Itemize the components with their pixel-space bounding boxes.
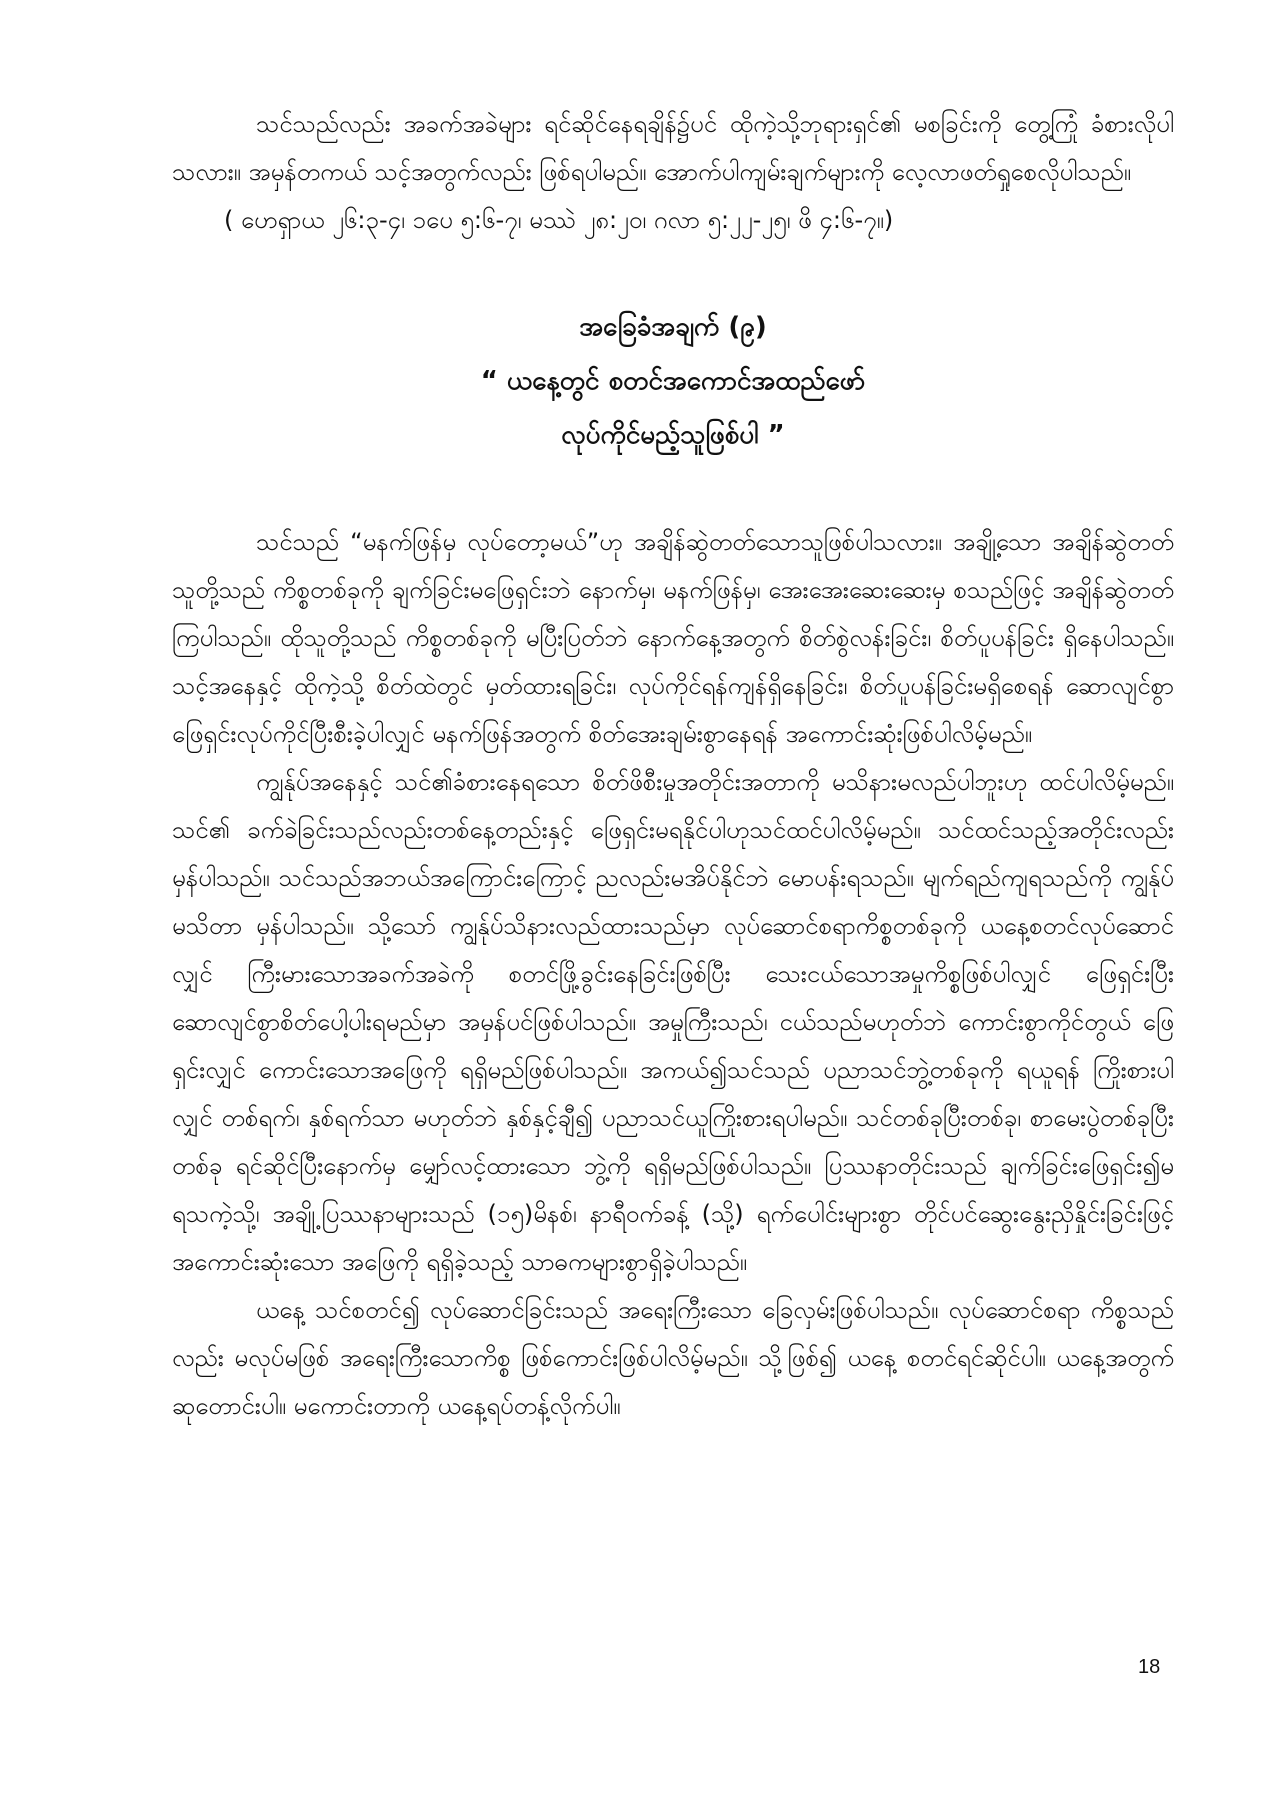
body-paragraph-2: ကျွန်ုပ်အနေနှင့် သင်၏ခံစားနေရသော စိတ်ဖိစီးမှုအတိုင်းအတာကို မသိနားမလည်ပါဘူးဟု ထင်ပါလိမ့်မည်။ သင်၏ ခက်ခဲခြင်းသည်လည်းတစ်နေ့တည်းနှင့် ဖြေရှင်းမရနိုင်ပါဟုသင်ထင်ပါလိမ့်မည်။ သင်ထင်သည့်အတိုင်းလည်း မှန်ပါသည်။ သင်သည်အဘယ်အကြောင်းကြောင့် ညလည်းမအိပ်နိုင်ဘဲ မောပန်းရသည်။ မျက်ရည်ကျရသည်ကို ကျွန်ုပ်မသိတာ မှန်ပါသည်။ သို့သော် ကျွန်ုပ်သိနားလည်ထားသည်မှာ လုပ်ဆောင်စရာကိစ္စတစ်ခုကို ယနေ့စတင်လုပ်ဆောင်လျှင် ကြီးမားသောအခက်အခဲကို စတင်ဖြို့ခွင်းနေခြင်းဖြစ်ပြီး သေးငယ်သောအမှုကိစ္စဖြစ်ပါလျှင် ဖြေရှင်းပြီး ဆောလျင်စွာစိတ်ပေါ့ပါးရမည်မှာ အမှန်ပင်ဖြစ်ပါသည်။ အမှုကြီးသည်၊ ငယ်သည်မဟုတ်ဘဲ ကောင်းစွာကိုင်တွယ် ဖြေရှင်းလျှင် ကောင်းသောအဖြေကို ရရှိမည်ဖြစ်ပါသည်။ အကယ်၍သင်သည် ပညာသင်ဘွဲ့တစ်ခုကို ရယူရန် ကြိုးစားပါလျှင် တစ်ရက်၊ နှစ်ရက်သာ မဟုတ်ဘဲ နှစ်နှင့်ချီ၍ ပညာသင်ယူကြိုးစားရပါမည်။ သင်တစ်ခုပြီးတစ်ခု၊ စာမေးပွဲတစ်ခုပြီးတစ်ခု ရင်ဆိုင်ပြီးနောက်မှ မျှော်လင့်ထားသော ဘွဲ့ကို ရရှိမည်ဖြစ်ပါသည်။ ပြဿနာတိုင်းသည် ချက်ခြင်းဖြေရှင်း၍မရသကဲ့သို့၊ အချို့ပြဿနာများသည် (၁၅)မိနစ်၊ နာရီဝက်ခန့် (သို့) ရက်ပေါင်းများစွာ တိုင်ပင်ဆွေးနွေးညှိနှိုင်းခြင်းဖြင့် အကောင်းဆုံးသော အဖြေကို ရရှိခဲ့သည့် သာဓကများစွာရှိခဲ့ပါသည်။ <box>172 768 1174 1276</box>
heading-number: အခြေခံအချက် (၉) <box>579 312 767 342</box>
heading-title-line-2: လုပ်ကိုင်မည့်သူဖြစ်ပါ ” <box>561 420 785 450</box>
heading-title-line-1: “ ယနေ့တွင် စတင်အကောင်အထည်ဖော် <box>480 366 866 396</box>
document-page <box>172 100 1174 1430</box>
section-heading <box>172 300 1174 462</box>
intro-paragraph: သင်သည်လည်း အခက်အခဲများ ရင်ဆိုင်နေရချိန်၌ပင် ထိုကဲ့သို့ဘုရားရှင်၏ မစခြင်းကို တွေ့ကြုံ ခံစားလိုပါသလား။ အမှန်တကယ် သင့်အတွက်လည်း ဖြစ်ရပါမည်။ အောက်ပါကျမ်းချက်များကို လေ့လာဖတ်ရှုစေလိုပါသည်။ <box>172 110 1174 186</box>
scripture-reference: ( ဟေရှာယ ၂၆:၃-၄၊ ၁ပေ ၅:၆-၇၊ မဿဲ ၂၈:၂၀၊ ဂလာ ၅:၂၂-၂၅၊ ဖိ ၄:၆-၇။) <box>224 206 894 234</box>
body-paragraph-1: သင်သည် “မနက်ဖြန်မှ လုပ်တော့မယ်”ဟု အချိန်ဆွဲတတ်သောသူဖြစ်ပါသလား။ အချို့သော အချိန်ဆွဲတတ်သူတို့သည် ကိစ္စတစ်ခုကို ချက်ခြင်းမဖြေရှင်းဘဲ နောက်မှ၊ မနက်ဖြန်မှ၊ အေးအေးဆေးဆေးမှ စသည်ဖြင့် အချိန်ဆွဲတတ်ကြပါသည်။ ထိုသူတို့သည် ကိစ္စတစ်ခုကို မပြီးပြတ်ဘဲ နောက်နေ့အတွက် စိတ်စွဲလန်းခြင်း၊ စိတ်ပူပန်ခြင်း ရှိနေပါသည်။ သင့်အနေနှင့် ထိုကဲ့သို့ စိတ်ထဲတွင် မှတ်ထားရခြင်း၊ လုပ်ကိုင်ရန်ကျန်ရှိနေခြင်း၊ စိတ်ပူပန်ခြင်းမရှိစေရန် ဆောလျင်စွာ ဖြေရှင်းလုပ်ကိုင်ပြီးစီးခဲ့ပါလျှင် မနက်ဖြန်အတွက် စိတ်အေးချမ်းစွာနေရန် အကောင်းဆုံးဖြစ်ပါလိမ့်မည်။ <box>172 528 1174 748</box>
body-paragraph-3: ယနေ့ သင်စတင်၍ လုပ်ဆောင်ခြင်းသည် အရေးကြီးသော ခြေလှမ်းဖြစ်ပါသည်။ လုပ်ဆောင်စရာ ကိစ္စသည်လည်း မလုပ်မဖြစ် အရေးကြီးသောကိစ္စ ဖြစ်ကောင်းဖြစ်ပါလိမ့်မည်။ သို့ဖြစ်၍ ယနေ့ စတင်ရင်ဆိုင်ပါ။ ယနေ့အတွက် ဆုတောင်းပါ။ မကောင်းတာကို ယနေ့ရပ်တန့်လိုက်ပါ။ <box>172 1296 1174 1420</box>
page-number: 18 <box>1138 1656 1161 1678</box>
